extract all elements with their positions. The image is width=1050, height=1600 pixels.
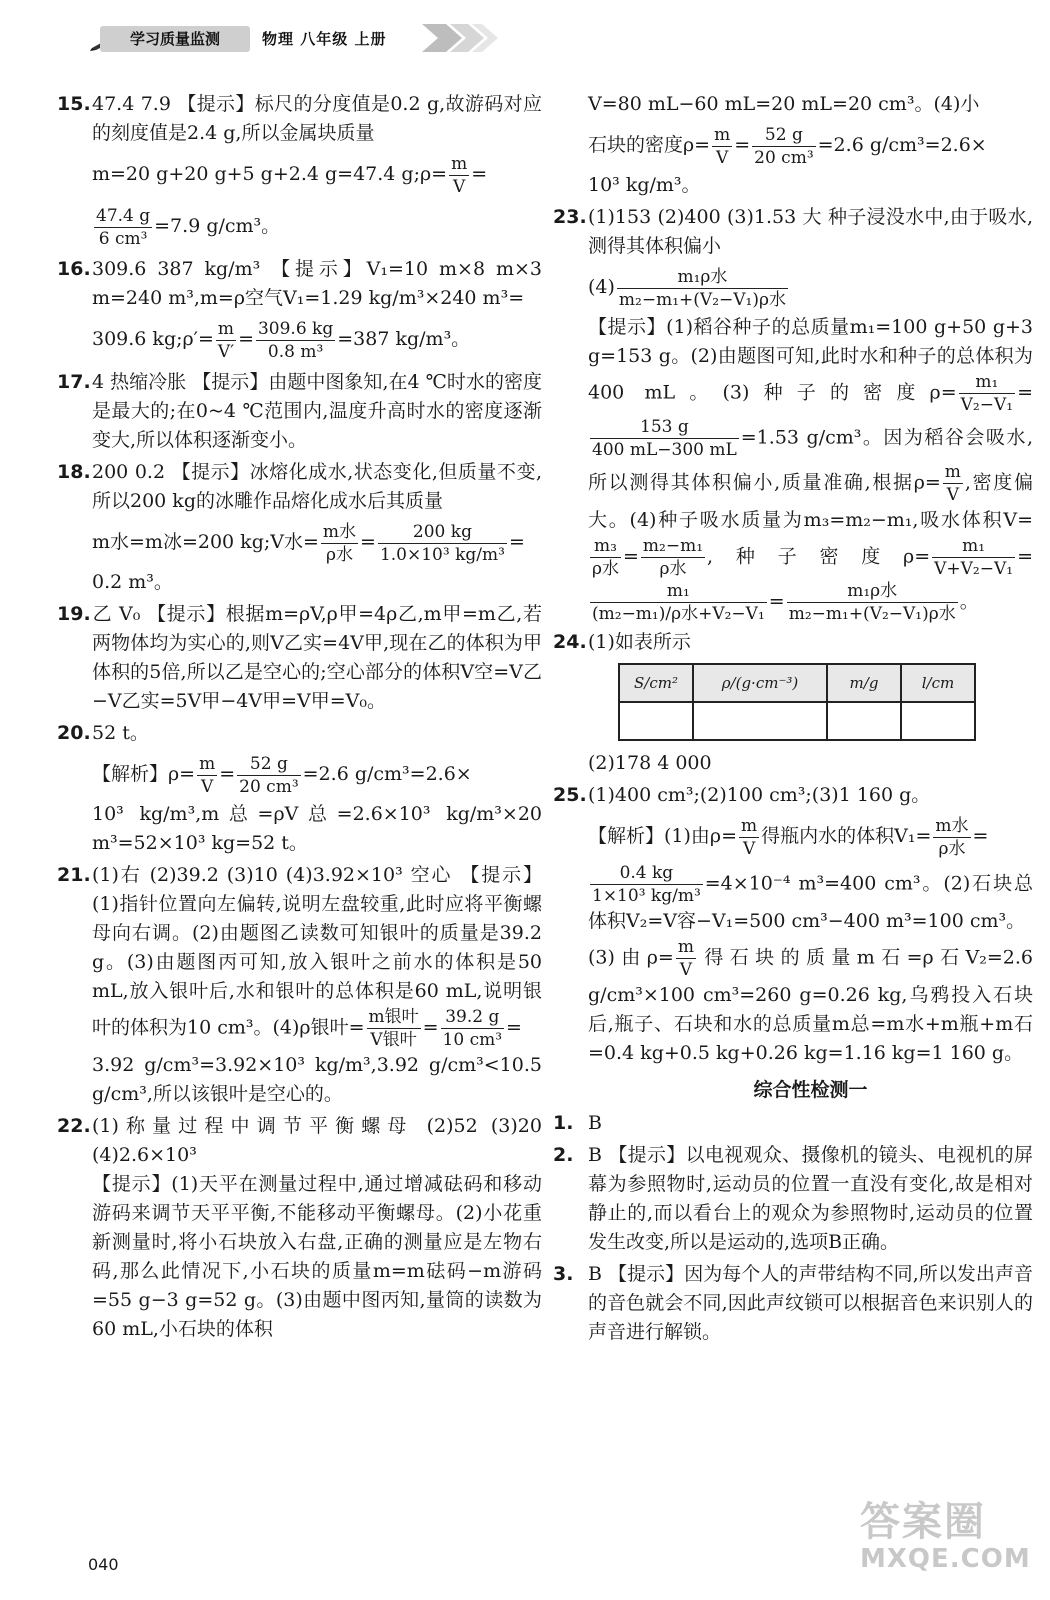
table-cell <box>619 702 693 740</box>
fraction: $\frac{m}{V}$ <box>741 815 758 859</box>
formula-text: m=20 g+20 g+5 g+2.4 g=47.4 g;ρ= <box>92 163 448 185</box>
fraction: $\frac{47.4 g}{\text{6 cm³}}$ <box>96 205 151 249</box>
fraction: $\frac{52 g}{\text{20 cm³}}$ <box>239 753 299 797</box>
fraction: $\frac{0.4 kg}{\text{1×10³ kg/m³}}$ <box>592 863 701 906</box>
table-header: ρ/(g·cm⁻³) <box>693 664 827 702</box>
fraction: $\frac{m}{V}$ <box>451 153 468 197</box>
answer-text: (1)400 cm³;(2)100 cm³;(3)1 160 g。 <box>588 784 931 806</box>
answer-22: 22.(1)称量过程中调节平衡螺母 (2)52 (3)20 (4)2.6×10³ 【提示】(1)天平在测量过程中,通过增减砝码和移动游码来调节天平平衡,不能移动平衡螺母。(2)小花重新测量时,将小石块放入右盘,正确的测量应是左物右码,那么此情况下,小石块的质量m=m砝码−m游码=55 g−3 g=52 g。(3)由题中图丙知,量筒的读数为60 mL,小石块的体积 <box>92 1112 542 1344</box>
item-number: 15. <box>57 93 91 115</box>
fraction: $\frac{m}{V}$ <box>677 937 694 980</box>
watermark-url: MXQE.COM <box>860 1544 1031 1574</box>
answer-text: 200 0.2 【提示】冰熔化成水,状态变化,但质量不变,所以200 kg的冰雕作品熔化成水后其质量 <box>92 461 542 512</box>
item-number: 2. <box>553 1144 574 1166</box>
answer-24: 24.(1)如表所示 S/cm² ρ/(g·cm⁻³) m/g l/cm (2)178 4 000 <box>588 628 1033 778</box>
data-table <box>618 663 976 741</box>
answer-18: 18.200 0.2 【提示】冰熔化成水,状态变化,但质量不变,所以200 kg的冰雕作品熔化成水后其质量 m水=m冰=200 kg;V水= $\frac{\text{m水}}{\text{ρ水}}$ = $\frac{200 kg}{\text{1.0×10³ kg/m³}}$ = 0.2 m³。 <box>92 458 542 597</box>
chevron-decoration-icon <box>420 20 500 56</box>
answer-s1 <box>553 1109 1033 1138</box>
table-cell <box>693 702 827 740</box>
item-number: 19. <box>57 603 91 625</box>
fraction: $\frac{\text{m银叶}}{\text{V银叶}}$ <box>368 1007 419 1050</box>
answer-text: (1)153 (2)400 (3)1.53 大 种子浸没水中,由于吸水,测得其体积偏小 <box>588 206 1033 257</box>
answer-s2 <box>553 1141 1033 1257</box>
item-number: 3. <box>553 1263 574 1285</box>
answer-text: (1)如表所示 <box>588 631 691 653</box>
answer-text: B 【提示】因为每个人的声带结构不同,所以发出声音的音色就会不同,因此声纹锁可以根据音色来识别人的声音进行解锁。 <box>588 1263 1033 1343</box>
item-number: 17. <box>57 371 91 393</box>
watermark <box>860 1500 1030 1590</box>
item-number: 25. <box>553 784 587 806</box>
right-column <box>553 90 1033 1350</box>
answer-21: 21.(1)右 (2)39.2 (3)10 (4)3.92×10³ 空心 【提示】(1)指针位置向左偏转,说明左盘较重,此时应将平衡螺母向右调。(2)由题图乙读数可知银叶的质量是39.2 g。(3)由题图丙可知,放入银叶之前水的体积是50 mL,放入银叶后,水和银叶的总体积是60 mL,说明银叶的体积为10 cm³。(4)ρ银叶= $\frac{\text{m银叶}}{\text{V银叶}}$ = $\frac{39.2 g}{\text{10 cm³}}$ = 3.92 g/cm³=3.92×10³ kg/m³,3.92 g/cm³<10.5 g/cm³,所以该银叶是空心的。 <box>92 861 542 1109</box>
fraction: $\frac{m}{V}$ <box>199 753 216 797</box>
fraction: $\frac{\text{m₃}}{\text{ρ水}}$ <box>592 536 619 579</box>
answer-text: (1)称量过程中调节平衡螺母 (2)52 (3)20 (4)2.6×10³ <box>92 1115 542 1166</box>
fraction: $\frac{\text{m₁}}{\text{(m₂−m₁)/ρ水+V₂−V₁}}$ <box>592 581 765 624</box>
answer-25: 25.(1)400 cm³;(2)100 cm³;(3)1 160 g。 【解析】(1)由ρ= $\frac{m}{V}$ 得瓶内水的体积V₁= $\frac{\text{m水}}{\text{ρ水}}$ = $\frac{0.4 kg}{\text{1×10³ kg/m³}}$ =4×10⁻⁴ m³=400 cm³。(2)石块总体积V₂=V容−V₁=500 cm³−400 m³=100 cm³。 (3)由ρ= $\frac{m}{V}$ 得石块的质量m石=ρ石V₂=2.6 g/cm³×100 cm³=260 g=0.26 kg,乌鸦投入石块后,瓶子、石块和水的总质量m总=m水+m瓶+m石=0.4 kg+0.5 kg+0.26 kg=1.16 kg=1 160 g。 <box>588 781 1033 1068</box>
fraction: $\frac{\text{m水}}{\text{ρ水}}$ <box>322 521 357 565</box>
section-title: 综合性检测一 <box>753 1079 868 1101</box>
fraction: $\frac{\text{m₂−m₁}}{\text{ρ水}}$ <box>642 536 704 579</box>
series-badge: 学习质量监测 <box>100 26 250 52</box>
fraction: $\frac{\text{m水}}{\text{ρ水}}$ <box>935 815 969 859</box>
fraction: $\frac{m}{V'}$ <box>217 318 235 362</box>
item-number: 1. <box>553 1112 574 1134</box>
item-number: 16. <box>57 258 91 280</box>
answer-text: 4 热缩冷胀 【提示】由题中图象知,在4 ℃时水的密度是最大的;在0~4 ℃范围内,温度升高时水的密度逐渐变大,所以体积逐渐变小。 <box>92 371 542 451</box>
table-cell <box>827 702 901 740</box>
answer-20: 20.52 t。 【解析】ρ= $\frac{m}{V}$ = $\frac{52 g}{\text{20 cm³}}$ =2.6 g/cm³=2.6× 10³ kg/m³,m总=ρV总=2.6×10³ kg/m³×20 m³=52×10³ kg=52 t。 <box>92 719 542 858</box>
fraction: $\frac{\text{m₁}}{\text{V+V₂−V₁}}$ <box>934 536 1014 579</box>
table-header: m/g <box>827 664 901 702</box>
answer-text: 47.4 7.9 【提示】标尺的分度值是0.2 g,故游码对应的刻度值是2.4 g,所以金属块质量 <box>92 93 542 144</box>
fraction: $\frac{39.2 g}{\text{10 cm³}}$ <box>442 1007 503 1050</box>
item-number: 20. <box>57 722 91 744</box>
answer-23: 23.(1)153 (2)400 (3)1.53 大 种子浸没水中,由于吸水,测得其体积偏小 (4) $\frac{\text{m₁ρ水}}{\text{m₂−m₁+(V₂−V₁)ρ水}}$ 【提示】(1)稻谷种子的总质量m₁=100 g+50 g+3 g=153 g。(2)由题图可知,此时水和种子的总体积为400 mL。(3)种子的密度ρ= $\frac{\text{m₁}}{\text{V₂−V₁}}$ = $\frac{153 g}{400 mL-300 mL}$ =1.53 g/cm³。因为稻谷会吸水,所以测得其体积偏小,质量准确,根据ρ= $\frac{m}{V}$ ,密度偏大。(4)种子吸水质量为m₃=m₂−m₁,吸水体积V= $\frac{\text{m₃}}{\text{ρ水}}$ = $\frac{\text{m₂−m₁}}{\text{ρ水}}$ ,种子密度ρ= $\frac{\text{m₁}}{\text{V+V₂−V₁}}$ = $\frac{\text{m₁}}{\text{(m₂−m₁)/ρ水+V₂−V₁}}$ = $\frac{\text{m₁ρ水}}{\text{m₂−m₁+(V₂−V₁)ρ水}}$ 。 <box>588 203 1033 625</box>
fraction: $\frac{\text{m₁ρ水}}{\text{m₂−m₁+(V₂−V₁)ρ水}}$ <box>618 266 786 310</box>
fraction: $\frac{309.6 kg}{\text{0.8 m³}}$ <box>257 318 334 362</box>
left-column <box>57 90 542 1347</box>
answer-15: 15.47.4 7.9 【提示】标尺的分度值是0.2 g,故游码对应的刻度值是2.4 g,所以金属块质量 m=20 g+20 g+5 g+2.4 g=47.4 g;ρ= $\frac{m}{V}$ = $\frac{47.4 g}{\text{6 cm³}}$ =7.9 g/cm³。 <box>92 90 542 252</box>
fraction: $\frac{m}{V}$ <box>944 462 961 505</box>
table-header: l/cm <box>901 664 975 702</box>
answer-text: B 【提示】以电视观众、摄像机的镜头、电视机的屏幕为参照物时,运动员的位置一直没有变化,故是相对静止的,而以看台上的观众为参照物时,运动员的位置发生改变,所以是运动的,选项B正确。 <box>588 1144 1033 1253</box>
fraction: $\frac{\text{m₁ρ水}}{\text{m₂−m₁+(V₂−V₁)ρ水}}$ <box>788 581 956 624</box>
subject-label: 物理 八年级 上册 <box>262 30 387 48</box>
answer-19 <box>57 600 542 716</box>
page-number: 040 <box>88 1555 119 1574</box>
fraction: $\frac{\text{m₁}}{\text{V₂−V₁}}$ <box>960 372 1014 415</box>
item-number: 24. <box>553 631 587 653</box>
answer-17 <box>57 368 542 455</box>
table-cell <box>901 702 975 740</box>
item-number: 18. <box>57 461 91 483</box>
answer-text: (1)右 (2)39.2 (3)10 (4)3.92×10³ 空心 【提示】(1)指针位置向左偏转,说明左盘较重,此时应将平衡螺母向右调。(2)由题图乙读数可知银叶的质量是39.2 g。(3)由题图丙可知,放入银叶之前水的体积是50 mL,放入银叶后,水和银叶的总体积是60 mL,说明银叶的体积为10 cm³。(4)ρ银叶= <box>92 864 542 1039</box>
item-number: 22. <box>57 1115 91 1137</box>
fraction: $\frac{m}{V}$ <box>714 124 731 168</box>
item-number: 21. <box>57 864 91 886</box>
answer-16: 16.309.6 387 kg/m³ 【提示】V₁=10 m×8 m×3 m=240 m³,m=ρ空气V₁=1.29 kg/m³×240 m³= 309.6 kg;ρ′= $\frac{m}{V'}$ = $\frac{309.6 kg}{\text{0.8 m³}}$ =387 kg/m³。 <box>92 255 542 365</box>
fraction: $\frac{153 g}{400 mL-300 mL}$ <box>592 417 737 460</box>
fraction: $\frac{52 g}{\text{20 cm³}}$ <box>754 124 814 168</box>
page-header <box>0 0 1050 70</box>
answer-text: 乙 V₀ 【提示】根据m=ρV,ρ甲=4ρ乙,m甲=m乙,若两物体均为实心的,则V乙实=4V甲,现在乙的体积为甲体积的5倍,所以乙是空心的;空心部分的体积V空=V乙−V乙实=5V甲−4V甲=V甲=V₀。 <box>92 603 542 712</box>
table-header: S/cm² <box>619 664 693 702</box>
watermark-title: 答案圈 <box>860 1499 986 1545</box>
fraction: $\frac{200 kg}{\text{1.0×10³ kg/m³}}$ <box>379 521 505 565</box>
answer-text: 52 t。 <box>92 722 149 744</box>
answer-text: B <box>588 1112 602 1134</box>
answer-22-continued: V=80 mL−60 mL=20 mL=20 cm³。(4)小 石块的密度ρ= $\frac{m}{V}$ = $\frac{52 g}{\text{20 cm³}}$ =2.6 g/cm³=2.6× 10³ kg/m³。 <box>588 93 987 196</box>
answer-text: 309.6 387 kg/m³ 【提示】V₁=10 m×8 m×3 m=240 m³,m=ρ空气V₁=1.29 kg/m³×240 m³= <box>92 258 542 309</box>
item-number: 23. <box>553 206 587 228</box>
answer-s3 <box>553 1260 1033 1347</box>
